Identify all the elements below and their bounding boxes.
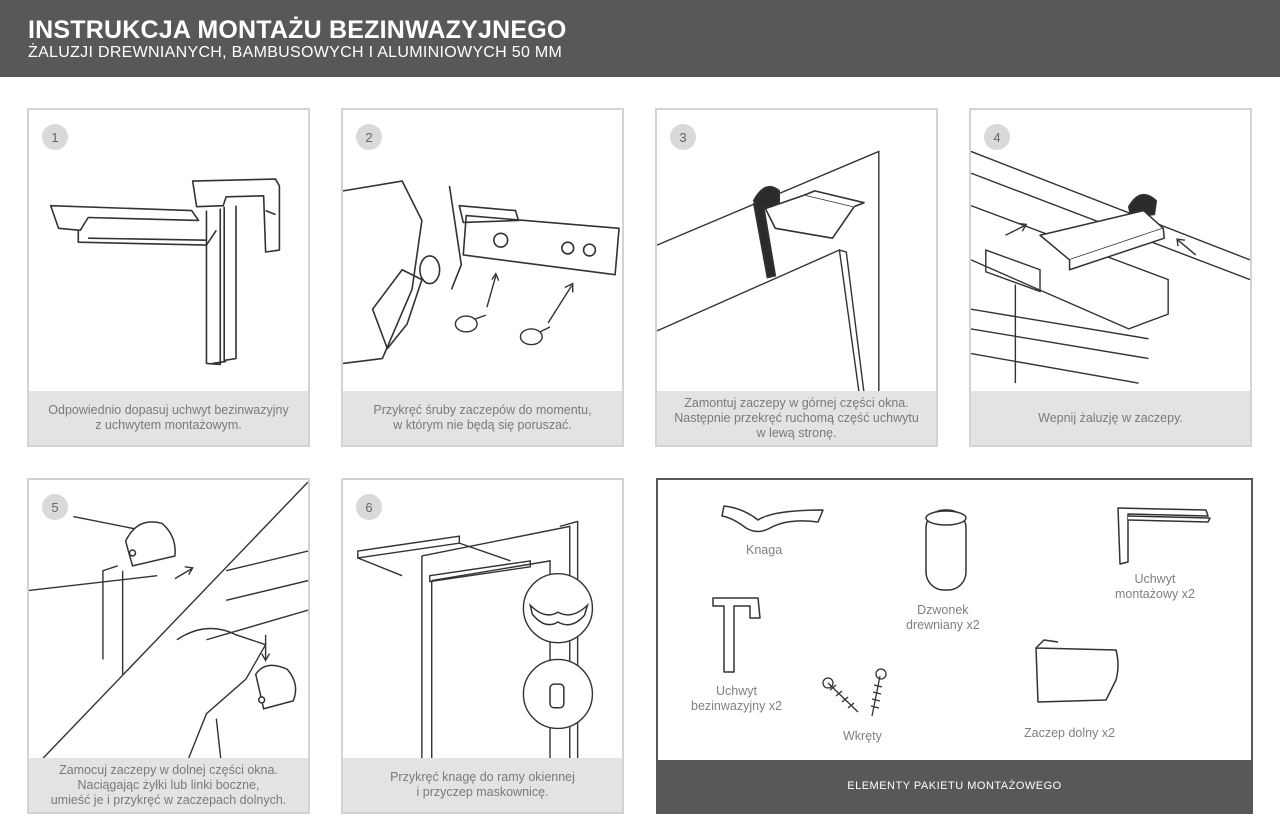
step-1-caption	[29, 391, 308, 445]
step-5-caption-line-1: Zamocuj zaczepy w dolnej części okna.	[59, 762, 278, 777]
kit-item-uchwyt-montazowy-line-2: montażowy x2	[1115, 587, 1195, 601]
step-1-caption-line-1: Odpowiednio dopasuj uchwyt bezinwazyjny	[48, 403, 289, 417]
step-4-panel	[969, 108, 1252, 447]
step-5-caption-line-3: umieść je i przykręć w zaczepach dolnych.	[50, 792, 287, 807]
step-3-caption-line-3: w lewą stronę.	[756, 425, 837, 440]
step-5-panel	[27, 478, 310, 814]
kit-item-dzwonek-line-1: Dzwonek	[917, 603, 969, 617]
step-2-number: 2	[356, 124, 382, 150]
step-4-number: 4	[984, 124, 1010, 150]
step-4-caption-line-1: Wepnij żaluzję w zaczepy.	[1038, 410, 1183, 425]
step-4-caption	[971, 391, 1250, 445]
step-3-panel	[655, 108, 938, 447]
page-title: INSTRUKCJA MONTAŻU BEZINWAZYJNEGO	[28, 16, 567, 44]
kit-item-knaga-label: Knaga	[746, 543, 783, 557]
step-4-illustration	[971, 110, 1250, 395]
step-1-caption-line-2: z uchwytem montażowym.	[95, 418, 242, 432]
kit-item-dzwonek-label	[906, 603, 980, 633]
step-2-illustration	[343, 110, 622, 395]
kit-item-uchwyt-bezinwazyjny-line-2: bezinwazyjny x2	[691, 699, 783, 713]
kit-item-uchwyt-bezinwazyjny-line-1: Uchwyt	[716, 684, 757, 698]
step-3-illustration	[657, 110, 936, 395]
step-6-caption	[343, 758, 622, 812]
step-5-illustration	[29, 480, 308, 765]
page-subtitle: ŻALUZJI DREWNIANYCH, BAMBUSOWYCH I ALUMINIOWYCH 50 MM	[28, 44, 563, 61]
step-1-number: 1	[42, 124, 68, 150]
step-3-caption-line-2: Następnie przekręć ruchomą część uchwytu	[674, 410, 919, 425]
step-1-panel	[27, 108, 310, 447]
step-3-caption	[657, 391, 936, 445]
kit-item-uchwyt-bezinwazyjny-label	[691, 684, 782, 714]
step-6-caption-line-2: i przyczep maskownicę.	[416, 785, 549, 799]
step-6-panel	[341, 478, 624, 814]
kit-item-wkrety-label: Wkręty	[843, 729, 882, 743]
step-3-caption-line-1: Zamontuj zaczepy w górnej części okna.	[684, 395, 909, 410]
step-6-illustration	[343, 480, 622, 765]
step-1-illustration	[29, 110, 308, 395]
step-2-caption-line-2: w którym nie będą się poruszać.	[393, 418, 572, 432]
step-6-number: 6	[356, 494, 382, 520]
step-2-caption-line-1: Przykręć śruby zaczepów do momentu,	[373, 403, 592, 417]
page-header	[0, 0, 1280, 77]
step-5-caption	[29, 758, 308, 812]
mounting-kit-panel	[656, 478, 1253, 814]
kit-item-zaczep-label: Zaczep dolny x2	[1024, 726, 1116, 740]
step-2-panel	[341, 108, 624, 447]
kit-item-uchwyt-montazowy-label	[1115, 572, 1195, 602]
mounting-kit-footer: ELEMENTY PAKIETU MONTAŻOWEGO	[658, 760, 1251, 812]
step-3-number: 3	[670, 124, 696, 150]
kit-item-dzwonek-line-2: drewniany x2	[906, 618, 980, 632]
step-6-caption-line-1: Przykręć knagę do ramy okiennej	[390, 770, 575, 784]
step-5-number: 5	[42, 494, 68, 520]
kit-item-uchwyt-montazowy-line-1: Uchwyt	[1134, 572, 1176, 586]
step-5-caption-line-2: Naciągając żyłki lub linki boczne,	[77, 777, 260, 792]
step-2-caption	[343, 391, 622, 445]
